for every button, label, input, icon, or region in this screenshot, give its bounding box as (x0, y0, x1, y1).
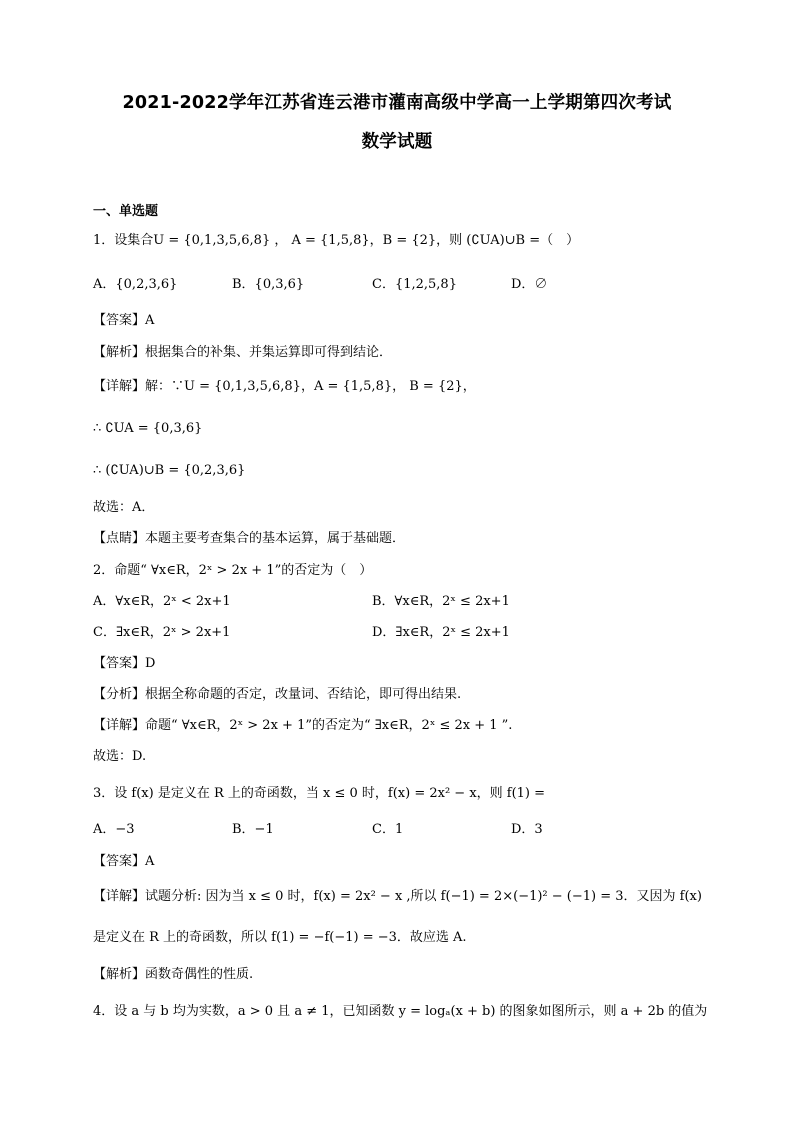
q3-option-c: C．1 (372, 822, 404, 837)
document-subtitle: 数学试题 (361, 132, 433, 152)
section-heading: 一、单选题 (93, 204, 159, 219)
q1-stem: 1．设集合U = {0,1,3,5,6,8} ， A = {1,5,8}，B = {2}，则 (∁UA)∪B =（ ） (93, 233, 580, 248)
q1-choice: 故选：A． (93, 500, 155, 515)
q1-option-d: D．∅ (511, 277, 548, 292)
q1-detail: 【详解】解：∵U = {0,1,3,5,6,8}，A = {1,5,8}， B = {2}， (93, 379, 476, 394)
q3-stem: 3．设 f(x) 是定义在 R 上的奇函数，当 x ≤ 0 时，f(x) = 2x² − x，则 f(1) = (93, 786, 546, 801)
q2-option-b: B．∀x∈R，2ˣ ≤ 2x+1 (372, 594, 510, 609)
q2-option-d: D．∃x∈R，2ˣ ≤ 2x+1 (372, 625, 510, 640)
q1-analysis: 【解析】根据集合的补集、并集运算即可得到结论． (93, 345, 393, 360)
q3-option-d: D．3 (511, 822, 543, 837)
q1-option-c: C．{1,2,5,8} (372, 277, 457, 292)
q2-answer: 【答案】D (93, 656, 156, 671)
q2-choice: 故选：D. (93, 749, 147, 764)
q3-option-b: B．−1 (232, 822, 274, 837)
q2-option-a: A．∀x∈R，2ˣ < 2x+1 (93, 594, 231, 609)
q2-stem: 2．命题“ ∀x∈R，2ˣ > 2x + 1”的否定为（ ） (93, 563, 373, 578)
q3-analysis: 【解析】函数奇偶性的性质. (93, 967, 254, 982)
q1-step1: ∴ ∁UA = {0,3,6} (93, 421, 203, 436)
q1-option-b: B．{0,3,6} (232, 277, 305, 292)
q1-comment: 【点睛】本题主要考查集合的基本运算，属于基础题． (93, 531, 406, 546)
q4-stem: 4．设 a 与 b 均为实数，a > 0 且 a ≠ 1，已知函数 y = logₐ(x + b) 的图象如图所示，则 a + 2b 的值为 (93, 1004, 708, 1019)
q3-detail-line2: 是定义在 R 上的奇函数，所以 f(1) = −f(−1) = −3．故应选 A. (93, 930, 467, 945)
q2-option-c: C．∃x∈R，2ˣ > 2x+1 (93, 625, 231, 640)
q3-answer: 【答案】A (93, 854, 155, 869)
q1-step2: ∴ (∁UA)∪B = {0,2,3,6} (93, 463, 246, 478)
q3-option-a: A．−3 (93, 822, 135, 837)
q1-answer: 【答案】A (93, 313, 155, 328)
q3-detail-line1: 【详解】试题分析: 因为当 x ≤ 0 时，f(x) = 2x² − x ,所以 f(−1) = 2×(−1)² − (−1) = 3．又因为 f(x) (93, 889, 702, 904)
q2-analysis: 【分析】根据全称命题的否定，改量词、否结论，即可得出结果. (93, 687, 462, 702)
q1-option-a: A．{0,2,3,6} (93, 277, 178, 292)
q2-detail: 【详解】命题“ ∀x∈R，2ˣ > 2x + 1”的否定为“ ∃x∈R，2ˣ ≤ 2x + 1 ”. (93, 718, 513, 733)
document-title: 2021-2022学年江苏省连云港市灌南高级中学高一上学期第四次考试 (122, 93, 672, 113)
